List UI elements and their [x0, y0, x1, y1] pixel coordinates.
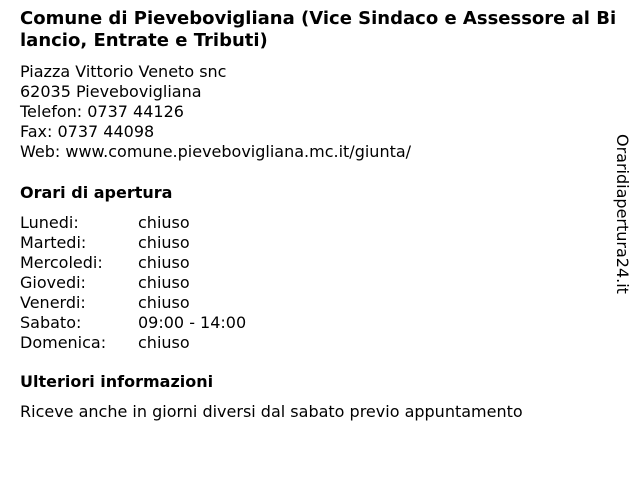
day-label: Venerdi:: [20, 293, 86, 312]
page-title: Comune di Pievebovigliana (Vice Sindaco e Assessore al Bilancio, Entrate e Tributi): [20, 8, 617, 51]
day-hours: 09:00 - 14:00: [138, 313, 247, 332]
page-content: [20, 8, 620, 422]
phone-line: Telefon: 0737 44126: [20, 102, 184, 121]
hours-row-sunday: [20, 333, 620, 353]
hours-row-wednesday: [20, 253, 620, 273]
day-label: Mercoledi:: [20, 253, 103, 272]
day-label: Martedi:: [20, 233, 87, 252]
day-hours: chiuso: [138, 253, 190, 272]
day-hours: chiuso: [138, 293, 190, 312]
day-hours: chiuso: [138, 233, 190, 252]
opening-hours-table: [20, 213, 620, 353]
address-line: Piazza Vittorio Veneto snc: [20, 62, 227, 81]
day-label: Sabato:: [20, 313, 82, 332]
more-info-text: Riceve anche in giorni diversi dal sabato previo appuntamento: [20, 402, 523, 421]
hours-row-tuesday: [20, 233, 620, 253]
hours-row-monday: [20, 213, 620, 233]
day-label: Domenica:: [20, 333, 107, 352]
watermark-text: Oraridiapertura24.it: [613, 134, 632, 294]
contact-block: [20, 62, 620, 162]
hours-row-friday: [20, 293, 620, 313]
opening-hours-title: Orari di apertura: [20, 183, 173, 202]
web-line: Web: www.comune.pievebovigliana.mc.it/giunta/: [20, 142, 412, 161]
hours-row-thursday: [20, 273, 620, 293]
day-hours: chiuso: [138, 333, 190, 352]
hours-row-saturday: [20, 313, 620, 333]
day-hours: chiuso: [138, 273, 190, 292]
day-hours: chiuso: [138, 213, 190, 232]
day-label: Lunedi:: [20, 213, 79, 232]
city-line: 62035 Pievebovigliana: [20, 82, 202, 101]
more-info-title: Ulteriori informazioni: [20, 372, 214, 391]
day-label: Giovedi:: [20, 273, 86, 292]
fax-line: Fax: 0737 44098: [20, 122, 155, 141]
